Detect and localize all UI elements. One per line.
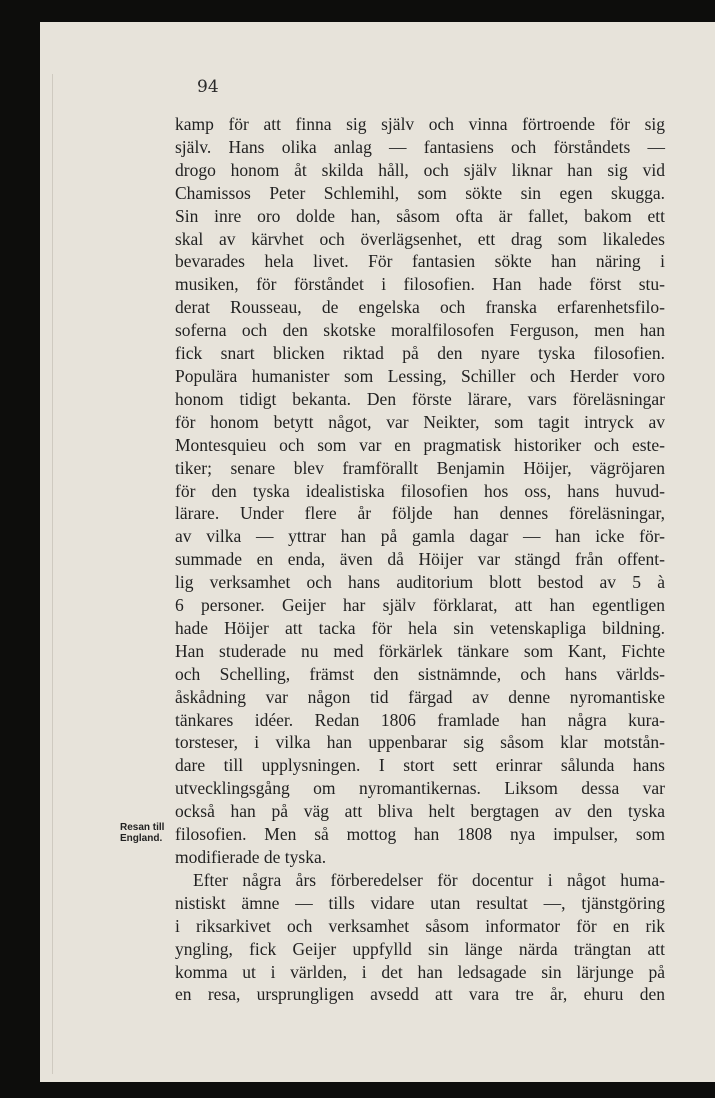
text-line: Efter några års förberedelser för docentur i något huma- (193, 869, 665, 890)
text-line: Sin inre oro dolde han, såsom ofta är fallet, bakom ett (175, 205, 665, 226)
text-line: nistiskt ämne — tills vidare utan resultat —, tjänstgöring (175, 892, 665, 913)
text-line: torsteser, i vilka han uppenbarar sig såsom klar motstån- (175, 732, 665, 753)
text-line: dare till upplysningen. I stort sett erinrar sålunda hans (175, 755, 665, 776)
text-line: lärare. Under flere år följde han dennes föreläsningar, (175, 503, 665, 524)
text-line: av vilka — yttrar han på gamla dagar — han icke för- (175, 526, 665, 547)
text-line: för den tyska idealistiska filosofien hos oss, hans huvud- (175, 480, 665, 501)
text-line: 6 personer. Geijer har själv förklarat, att han egentligen (175, 595, 665, 616)
text-line: summade en enda, även då Höijer var stängd från offent- (175, 549, 665, 570)
text-line: fick snart blicken riktad på den nyare tyska filosofien. (175, 343, 665, 364)
margin-note (120, 822, 164, 844)
text-line: komma ut i världen, i det han ledsagade sin lärjunge på (175, 961, 665, 982)
text-line: själv. Hans olika anlag — fantasiens och förståndets — (175, 136, 665, 157)
text-line: i riksarkivet och verksamhet såsom informator för en rik (175, 915, 665, 936)
text-line: utvecklingsgång om nyromantikernas. Liksom dessa var (175, 778, 665, 799)
text-line: tiker; senare blev framförallt Benjamin Höijer, vägröjaren (175, 457, 665, 478)
text-line: och Schelling, främst den sistnämnde, och hans världs- (175, 663, 665, 684)
text-line: för honom betytt något, var Neikter, som tagit intryck av (175, 411, 665, 432)
page-number: 94 (197, 77, 219, 97)
text-line: soferna och den skotske moralfilosofen Ferguson, men han (175, 320, 665, 341)
text-line: lig verksamhet och hans auditorium blott bestod av 5 à (175, 572, 665, 593)
text-line: Chamissos Peter Schlemihl, som sökte sin egen skugga. (175, 182, 665, 203)
text-line: kamp för att finna sig själv och vinna förtroende för sig (175, 114, 665, 134)
text-line: yngling, fick Geijer uppfylld sin länge närda trängtan att (175, 938, 665, 959)
text-line: derat Rousseau, de engelska och franska erfarenhetsfilo- (175, 297, 665, 318)
body-text (175, 113, 665, 1006)
margin-note-line: England. (120, 833, 163, 844)
text-line: åskådning var någon tid färgad av denne nyromantiske (175, 686, 665, 707)
text-line: Han studerade nu med förkärlek tänkare som Kant, Fichte (175, 640, 665, 661)
margin-note-line: Resan till (120, 822, 165, 833)
text-line: Montesquieu och som var en pragmatisk historiker och este- (175, 434, 665, 455)
text-line: bevarades hela livet. För fantasien sökte han näring i (175, 251, 665, 272)
text-line: modifierade de tyska. (175, 847, 327, 867)
text-line: hade Höijer att tacka för hela sin vetenskapliga bildning. (175, 617, 665, 638)
text-line: en resa, ursprungligen avsedd att vara tre år, ehuru den (175, 984, 665, 1005)
text-line: musiken, för förståndet i filosofien. Han hade först stu- (175, 274, 665, 295)
text-line: skal av kärvhet och överlägsenhet, ett drag som likaledes (175, 228, 665, 249)
text-line: tänkares idéer. Redan 1806 framlade han några kura- (175, 709, 665, 730)
text-line: Populära humanister som Lessing, Schiller och Herder voro (175, 365, 665, 386)
text-line: filosofien. Men så mottog han 1808 nya impulser, som (175, 824, 665, 845)
book-page (40, 22, 715, 1082)
text-line: honom tidigt bekanta. Den förste lärare, vars föreläsningar (175, 388, 665, 409)
text-line: drogo honom åt skilda håll, och själv liknar han sig vid (175, 159, 665, 180)
text-line: också han på väg att bliva helt bergtagen av den tyska (175, 801, 665, 822)
